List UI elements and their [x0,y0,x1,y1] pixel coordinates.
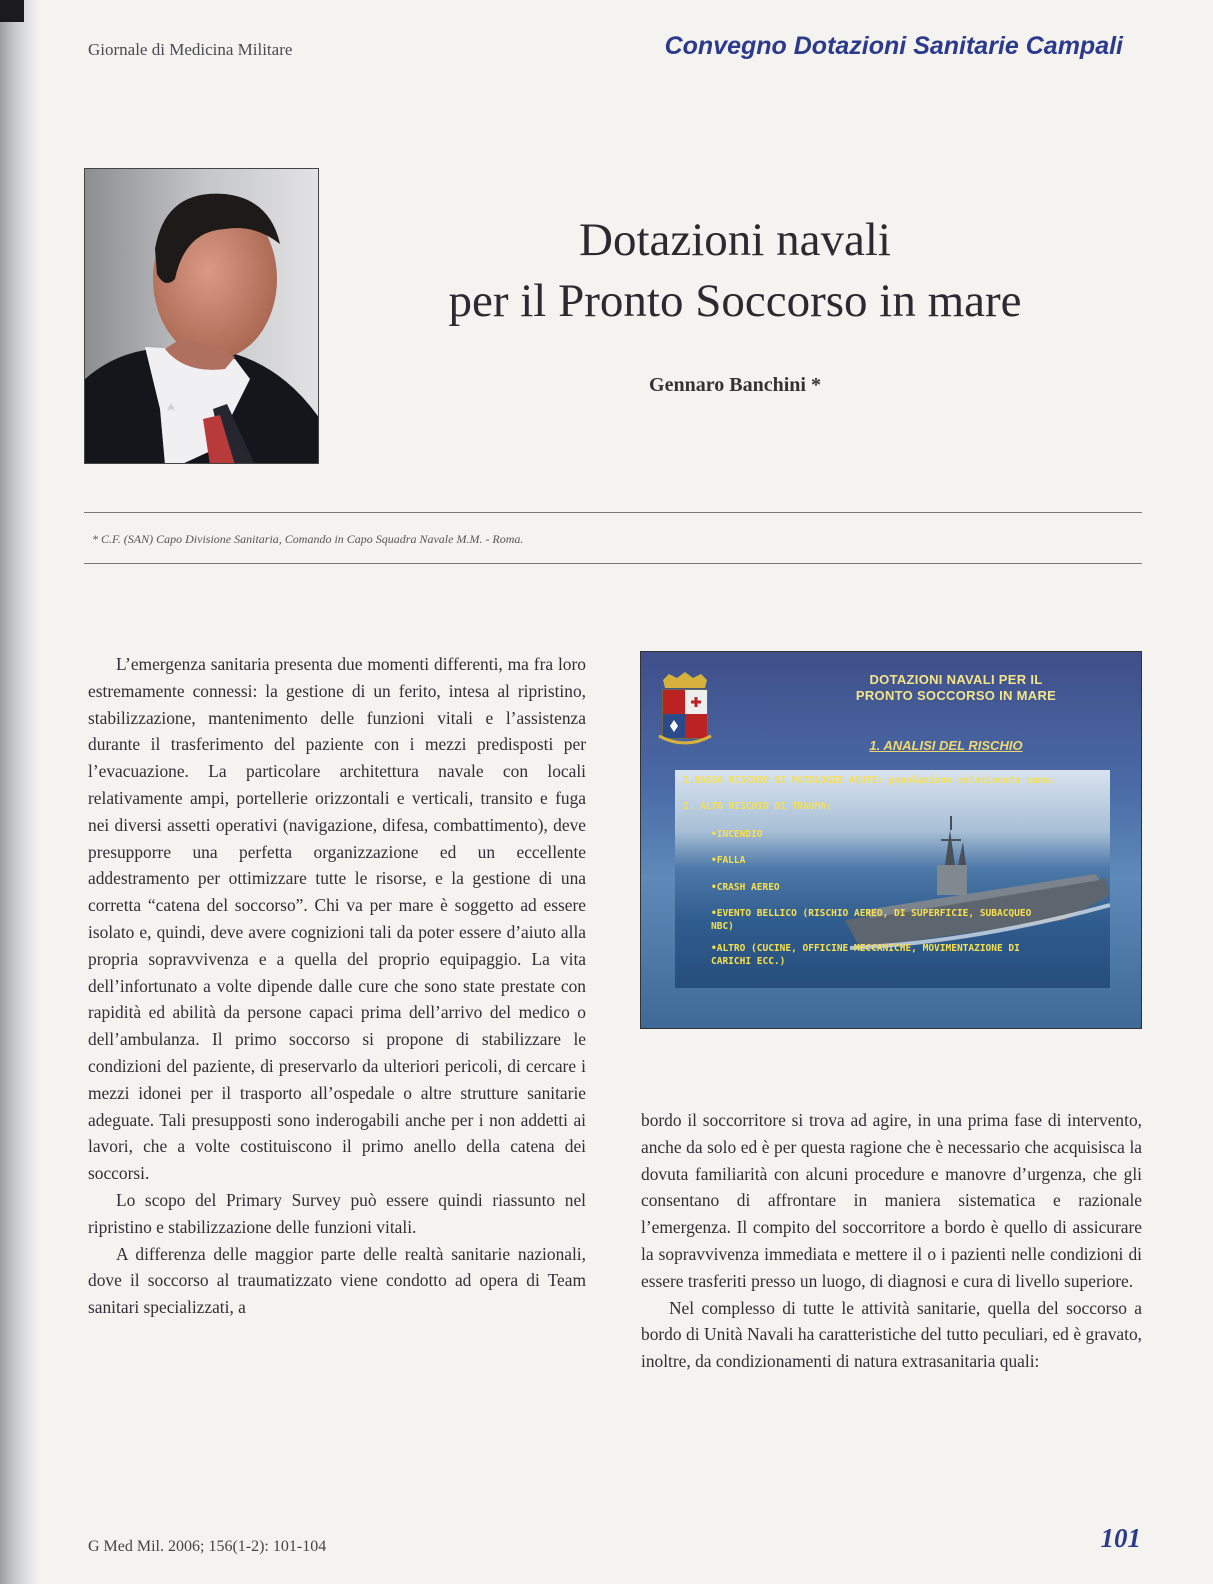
slide-risk-item: •CRASH AEREO [711,882,780,893]
paragraph: Lo scopo del Primary Survey può essere quindi riassunto nel ripristino e stabilizzazione delle funzioni vitali. [88,1189,586,1237]
slide-risk-item: 1.BASSO RISCHIO DI PATOLOGIE ACUTE: popolazione selezionata sana; [683,775,1055,786]
binding-corner [0,0,24,22]
slide-title [791,672,1121,704]
paragraph: A differenza delle maggior parte delle realtà sanitarie nazionali, dove il soccorso al traumatizzato viene condotto ad opera di Team sanitari specializzati, a [88,1243,586,1318]
running-header-section: Convegno Dotazioni Sanitarie Campali [664,32,1123,60]
author-affiliation-footnote: * C.F. (SAN) Capo Divisione Sanitaria, Comando in Capo Squadra Navale M.M. - Roma. [92,532,524,546]
article-title [330,210,1140,332]
slide-risk-item: •EVENTO BELLICO (RISCHIO AEREO, DI SUPERFICIE, SUBACQUEO [711,908,1032,919]
article-author: Gennaro Banchini * [649,374,821,396]
page-binding-shadow [0,0,40,1584]
slide-risk-item: CARICHI ECC.) [711,956,786,967]
paragraph: bordo il soccorritore si trova ad agire, in una prima fase di intervento, anche da solo ed è per questa ragione che è necessario che acquisisca la dovuta familiarità con alcuni procedure e manovre d’urgenza, che gli consentano di affrontare in maniera sistematica e razionale l’emergenza. Il compito del soccorritore a bordo è quello di assicurare la sopravvivenza immediata e mettere il o i pazienti nelle condizioni di essere trasferiti presso un luogo, di diagnosi e cura di livello superiore. [641,1110,1142,1291]
title-line-1: Dotazioni navali [579,214,891,266]
navy-crest-icon [655,670,715,750]
footnote-rule-bottom [84,563,1142,564]
paragraph: Nel complesso di tutte le attività sanitarie, quella del soccorso a bordo di Unità Navali ha caratteristiche del tutto peculiari, ed è gravato, inoltre, da condizionamenti di natura extrasanitaria quali: [641,1297,1142,1372]
body-column-left [88,651,586,1321]
slide-risk-item: 2. ALTO RISCHIO DI TRAUMA: [683,801,832,812]
paragraph: L’emergenza sanitaria presenta due momenti differenti, ma fra loro estremamente connessi: la gestione di un ferito, intesa al ripristino, stabilizzazione, mantenimento delle funzioni vitali e l’assistenza durante il trasferimento del paziente con i mezzi predisposti per l’evacuazione. La particolare architettura navale con locali relativamente ampi, portellerie orizzontali e verticali, transito e fuga nei diversi assetti operativi (navigazione, difesa, combattimento), deve presupporre una perfetta organizzazione ed un eccellente addestramento per ottimizzare tutte le risorse, e la gestione di una corretta “catena del soccorso”. Chi va per mare è soggetto ad essere isolato e, quindi, deve avere cognizioni tali da poter essere d’aiuto alla propria sopravvivenza e a quella del proprio equipaggio. La vita dell’infortunato a volte dipende dalle cure che sono state prestate con rapidità ed abilità da persone capaci prima dell’arrivo del medico o dell’ambulanza. Il primo soccorso si propone di stabilizzare le condizioni del paziente, di preservarlo da ulteriori pericoli, di cercare i mezzi idonei per il trasporto all’ospedale o altre strutture sanitarie adeguate. Tali presupposti sono inderogabili anche per i non addetti ai lavori, che a volte costituiscono il primo anello della catena dei soccorsi. [88,654,586,1184]
presentation-slide-figure [640,651,1142,1029]
running-header-journal: Giornale di Medicina Militare [88,40,293,59]
slide-title-line-1: DOTAZIONI NAVALI PER IL [869,672,1043,687]
portrait-illustration [85,169,319,464]
author-portrait [84,168,319,464]
citation-footer: G Med Mil. 2006; 156(1-2): 101-104 [88,1538,327,1555]
slide-risk-item: NBC) [711,921,734,932]
slide-subtitle: 1. ANALISI DEL RISCHIO [869,738,1023,753]
title-line-2: per il Pronto Soccorso in mare [448,275,1022,328]
slide-risk-item: •ALTRO (CUCINE, OFFICINE MECCANICHE, MOVIMENTAZIONE DI [711,943,1020,954]
slide-risk-item: •FALLA [711,855,746,866]
page-number: 101 [1100,1523,1141,1553]
footnote-rule-top [84,512,1142,513]
slide-risk-item: •INCENDIO [711,829,763,840]
body-column-right [641,1107,1142,1375]
slide-title-line-2: PRONTO SOCCORSO IN MARE [855,688,1057,703]
